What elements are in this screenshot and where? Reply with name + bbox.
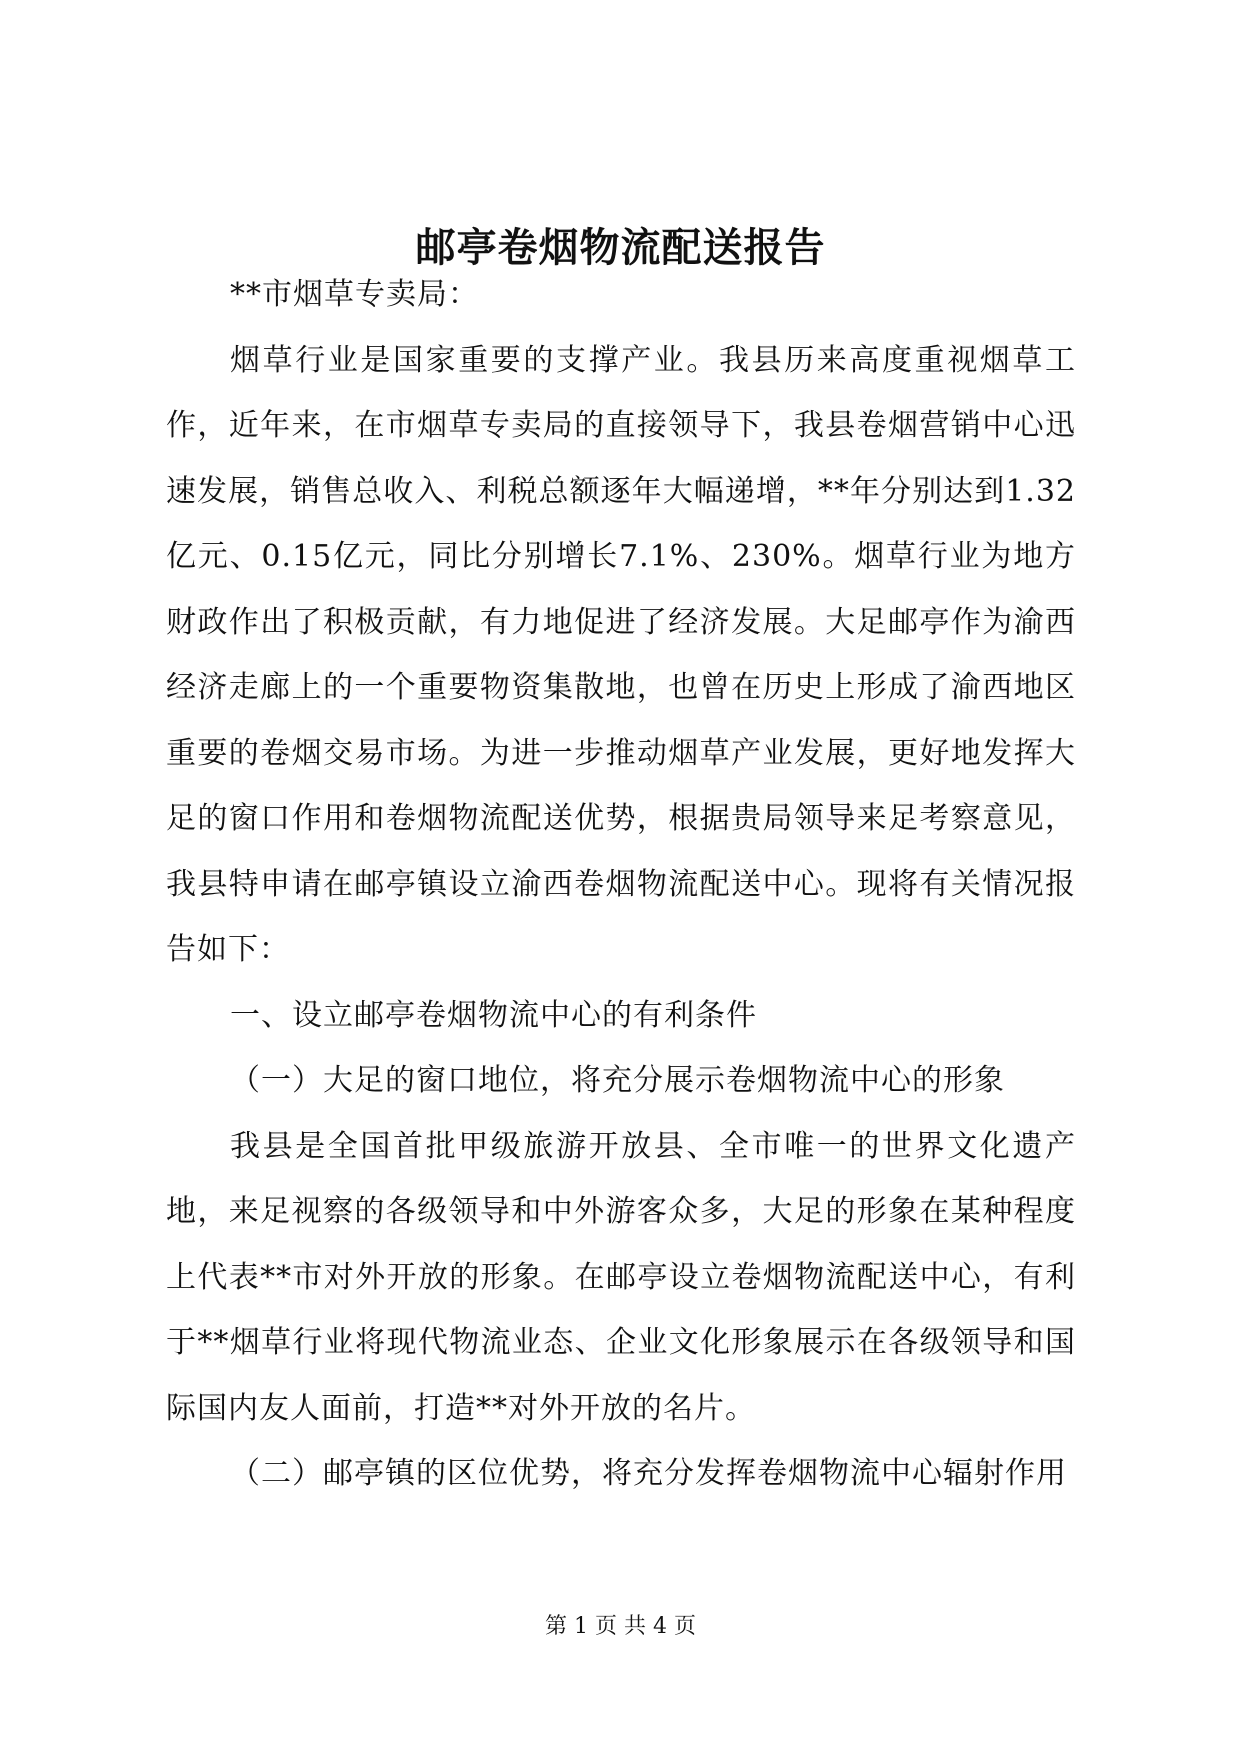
page-footer: 第 1 页 共 4 页 <box>545 1614 696 1639</box>
paragraph-intro: 烟草行业是国家重要的支撑产业。我县历来高度重视烟草工作，近年来，在市烟草专卖局的直接领导下，我县卷烟营销中心迅速发展，销售总收入、利税总额逐年大幅递增，**年分别达到1.32亿元、0.15亿元，同比分别增长7.1%、230%。烟草行业为地方财政作出了积极贡献，有力地促进了经济发展。大足邮亭作为渝西经济走廊上的一个重要物资集散地，也曾在历史上形成了渝西地区重要的卷烟交易市场。为进一步推动烟草产业发展，更好地发挥大足的窗口作用和卷烟物流配送优势，根据贵局领导来足考察意见，我县特申请在邮亭镇设立渝西卷烟物流配送中心。现将有关情况报告如下： <box>166 342 1076 967</box>
paragraph-window-position: 我县是全国首批甲级旅游开放县、全市唯一的世界文化遗产地，来足视察的各级领导和中外游客众多，大足的形象在某种程度上代表**市对外开放的形象。在邮亭设立卷烟物流配送中心，有利于**烟草行业将现代物流业态、企业文化形象展示在各级领导和国际国内友人面前，打造**对外开放的名片。 <box>166 1128 1076 1426</box>
subsection-heading-2: （二）邮亭镇的区位优势，将充分发挥卷烟物流中心辐射作用 <box>230 1456 1067 1491</box>
section-heading-1: 一、设立邮亭卷烟物流中心的有利条件 <box>230 997 757 1033</box>
salutation: **市烟草专卖局： <box>230 277 479 312</box>
document-body <box>166 262 1076 1507</box>
subsection-heading-1: （一）大足的窗口地位，将充分展示卷烟物流中心的形象 <box>230 1063 1005 1098</box>
document-title: 邮亭卷烟物流配送报告 <box>415 224 826 271</box>
